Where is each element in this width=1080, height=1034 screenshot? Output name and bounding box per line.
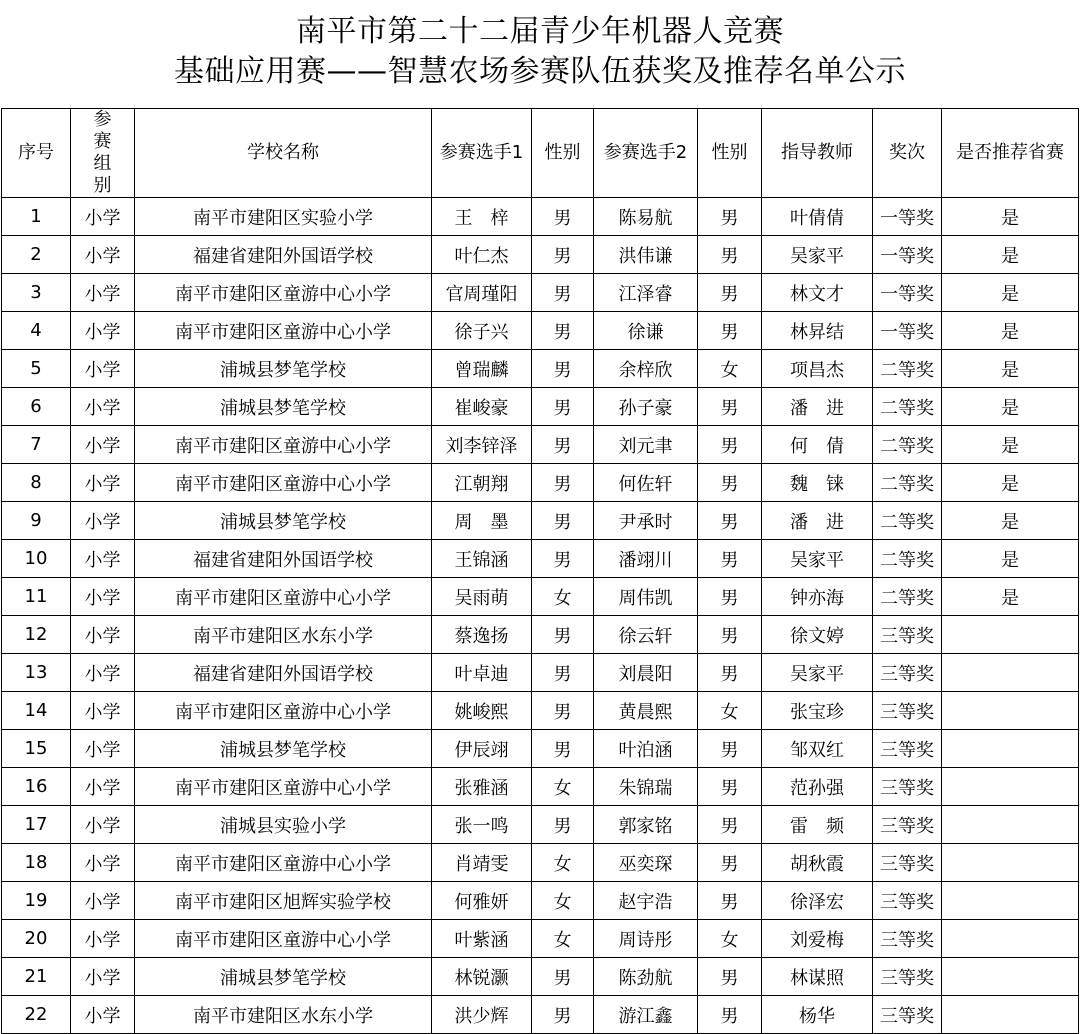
cell-group: 小学 (71, 464, 135, 502)
table-row (2, 768, 1079, 806)
cell-teacher: 吴家平 (762, 236, 873, 274)
cell-index: 17 (2, 806, 71, 844)
cell-gender-1: 男 (532, 236, 594, 274)
cell-group: 小学 (71, 616, 135, 654)
cell-award: 三等奖 (873, 768, 942, 806)
cell-teacher: 林昇结 (762, 312, 873, 350)
cell-player-2: 潘翊川 (594, 540, 698, 578)
cell-gender-1: 男 (532, 996, 594, 1034)
cell-recommend (942, 844, 1079, 882)
cell-gender-2: 男 (698, 654, 762, 692)
cell-player-2: 陈劲航 (594, 958, 698, 996)
cell-index: 19 (2, 882, 71, 920)
cell-teacher: 项昌杰 (762, 350, 873, 388)
table-row (2, 578, 1079, 616)
cell-player-2: 江泽睿 (594, 274, 698, 312)
cell-index: 9 (2, 502, 71, 540)
cell-index: 8 (2, 464, 71, 502)
table-row (2, 844, 1079, 882)
cell-player-2: 刘元聿 (594, 426, 698, 464)
cell-award: 二等奖 (873, 464, 942, 502)
cell-award: 三等奖 (873, 616, 942, 654)
cell-player-2: 陈易航 (594, 198, 698, 236)
cell-teacher: 张宝珍 (762, 692, 873, 730)
cell-group: 小学 (71, 806, 135, 844)
table-row (2, 996, 1079, 1034)
cell-gender-1: 男 (532, 692, 594, 730)
cell-player-2: 洪伟谦 (594, 236, 698, 274)
cell-school: 浦城县梦笔学校 (135, 730, 432, 768)
table-row (2, 388, 1079, 426)
cell-gender-2: 男 (698, 464, 762, 502)
cell-gender-2: 男 (698, 958, 762, 996)
header-player-2: 参赛选手2 (594, 109, 698, 198)
cell-index: 10 (2, 540, 71, 578)
cell-gender-2: 男 (698, 426, 762, 464)
cell-teacher: 林文才 (762, 274, 873, 312)
cell-school: 浦城县梦笔学校 (135, 958, 432, 996)
table-row (2, 274, 1079, 312)
cell-player-1: 张雅涵 (432, 768, 532, 806)
cell-recommend: 是 (942, 236, 1079, 274)
cell-recommend (942, 882, 1079, 920)
cell-award: 二等奖 (873, 502, 942, 540)
cell-recommend: 是 (942, 312, 1079, 350)
cell-teacher: 杨华 (762, 996, 873, 1034)
cell-index: 22 (2, 996, 71, 1034)
cell-gender-2: 男 (698, 882, 762, 920)
cell-gender-1: 女 (532, 768, 594, 806)
cell-recommend (942, 654, 1079, 692)
cell-player-2: 黄晨熙 (594, 692, 698, 730)
table-row (2, 882, 1079, 920)
cell-player-2: 周诗彤 (594, 920, 698, 958)
cell-school: 南平市建阳区童游中心小学 (135, 274, 432, 312)
cell-player-2: 叶泊涵 (594, 730, 698, 768)
cell-recommend (942, 616, 1079, 654)
cell-index: 5 (2, 350, 71, 388)
cell-school: 福建省建阳外国语学校 (135, 540, 432, 578)
header-group: 参赛组别 (71, 109, 135, 198)
cell-player-1: 洪少辉 (432, 996, 532, 1034)
cell-player-2: 巫奕琛 (594, 844, 698, 882)
cell-gender-2: 男 (698, 768, 762, 806)
document-title (0, 0, 1080, 108)
cell-player-1: 林锐灏 (432, 958, 532, 996)
cell-teacher: 雷 频 (762, 806, 873, 844)
cell-teacher: 叶倩倩 (762, 198, 873, 236)
cell-teacher: 潘 进 (762, 502, 873, 540)
cell-school: 福建省建阳外国语学校 (135, 236, 432, 274)
cell-player-1: 叶卓迪 (432, 654, 532, 692)
cell-group: 小学 (71, 958, 135, 996)
table-row (2, 464, 1079, 502)
award-table (1, 108, 1079, 1034)
cell-award: 三等奖 (873, 996, 942, 1034)
table-row (2, 236, 1079, 274)
cell-teacher: 钟亦海 (762, 578, 873, 616)
cell-teacher: 刘爱梅 (762, 920, 873, 958)
cell-teacher: 徐文婷 (762, 616, 873, 654)
cell-recommend (942, 920, 1079, 958)
cell-group: 小学 (71, 920, 135, 958)
cell-recommend: 是 (942, 198, 1079, 236)
cell-gender-1: 女 (532, 882, 594, 920)
cell-player-2: 刘晨阳 (594, 654, 698, 692)
cell-gender-2: 男 (698, 616, 762, 654)
cell-player-1: 徐子兴 (432, 312, 532, 350)
cell-recommend: 是 (942, 426, 1079, 464)
cell-teacher: 胡秋霞 (762, 844, 873, 882)
table-row (2, 502, 1079, 540)
cell-gender-2: 男 (698, 312, 762, 350)
cell-recommend (942, 958, 1079, 996)
cell-group: 小学 (71, 274, 135, 312)
header-row (2, 109, 1079, 198)
cell-group: 小学 (71, 236, 135, 274)
cell-player-2: 孙子豪 (594, 388, 698, 426)
cell-school: 南平市建阳区童游中心小学 (135, 692, 432, 730)
cell-school: 南平市建阳区童游中心小学 (135, 844, 432, 882)
cell-index: 14 (2, 692, 71, 730)
cell-player-2: 尹承时 (594, 502, 698, 540)
cell-player-1: 叶紫涵 (432, 920, 532, 958)
cell-gender-1: 男 (532, 350, 594, 388)
cell-recommend: 是 (942, 350, 1079, 388)
cell-gender-1: 女 (532, 844, 594, 882)
cell-player-2: 徐谦 (594, 312, 698, 350)
table-row (2, 730, 1079, 768)
cell-index: 20 (2, 920, 71, 958)
cell-player-1: 崔峻豪 (432, 388, 532, 426)
cell-award: 二等奖 (873, 540, 942, 578)
cell-group: 小学 (71, 426, 135, 464)
cell-player-2: 游江鑫 (594, 996, 698, 1034)
header-recommend: 是否推荐省赛 (942, 109, 1079, 198)
cell-teacher: 潘 进 (762, 388, 873, 426)
cell-player-1: 周 墨 (432, 502, 532, 540)
cell-gender-2: 男 (698, 502, 762, 540)
cell-index: 11 (2, 578, 71, 616)
cell-index: 13 (2, 654, 71, 692)
table-row (2, 654, 1079, 692)
cell-player-1: 王 梓 (432, 198, 532, 236)
cell-school: 浦城县梦笔学校 (135, 502, 432, 540)
cell-gender-2: 女 (698, 692, 762, 730)
cell-recommend (942, 806, 1079, 844)
cell-index: 2 (2, 236, 71, 274)
cell-player-1: 曾瑞麟 (432, 350, 532, 388)
cell-school: 南平市建阳区童游中心小学 (135, 920, 432, 958)
cell-gender-1: 男 (532, 616, 594, 654)
cell-recommend: 是 (942, 578, 1079, 616)
cell-teacher: 范孙强 (762, 768, 873, 806)
cell-teacher: 邹双红 (762, 730, 873, 768)
cell-group: 小学 (71, 578, 135, 616)
cell-gender-1: 男 (532, 198, 594, 236)
cell-teacher: 吴家平 (762, 654, 873, 692)
cell-index: 12 (2, 616, 71, 654)
cell-school: 南平市建阳区童游中心小学 (135, 768, 432, 806)
cell-player-2: 郭家铭 (594, 806, 698, 844)
cell-recommend: 是 (942, 540, 1079, 578)
cell-gender-1: 女 (532, 920, 594, 958)
cell-player-2: 徐云轩 (594, 616, 698, 654)
cell-group: 小学 (71, 312, 135, 350)
table-row (2, 312, 1079, 350)
cell-gender-2: 男 (698, 730, 762, 768)
cell-group: 小学 (71, 388, 135, 426)
table-row (2, 920, 1079, 958)
cell-group: 小学 (71, 502, 135, 540)
cell-gender-2: 男 (698, 274, 762, 312)
cell-player-1: 叶仁杰 (432, 236, 532, 274)
cell-player-1: 姚峻熙 (432, 692, 532, 730)
cell-award: 二等奖 (873, 578, 942, 616)
cell-gender-1: 男 (532, 654, 594, 692)
cell-gender-2: 男 (698, 236, 762, 274)
cell-player-1: 刘李锌泽 (432, 426, 532, 464)
cell-index: 3 (2, 274, 71, 312)
cell-gender-1: 男 (532, 464, 594, 502)
cell-gender-1: 男 (532, 958, 594, 996)
cell-player-1: 王锦涵 (432, 540, 532, 578)
cell-index: 21 (2, 958, 71, 996)
header-award: 奖次 (873, 109, 942, 198)
cell-index: 4 (2, 312, 71, 350)
cell-recommend (942, 692, 1079, 730)
cell-teacher: 吴家平 (762, 540, 873, 578)
cell-player-1: 官周瑾阳 (432, 274, 532, 312)
cell-award: 三等奖 (873, 882, 942, 920)
cell-recommend (942, 730, 1079, 768)
cell-award: 三等奖 (873, 958, 942, 996)
cell-school: 南平市建阳区童游中心小学 (135, 312, 432, 350)
cell-teacher: 何 倩 (762, 426, 873, 464)
cell-player-1: 张一鸣 (432, 806, 532, 844)
table-row (2, 958, 1079, 996)
cell-gender-1: 男 (532, 806, 594, 844)
cell-award: 一等奖 (873, 198, 942, 236)
cell-group: 小学 (71, 730, 135, 768)
cell-index: 6 (2, 388, 71, 426)
header-gender-2: 性别 (698, 109, 762, 198)
cell-school: 浦城县梦笔学校 (135, 388, 432, 426)
cell-recommend: 是 (942, 388, 1079, 426)
table-row (2, 806, 1079, 844)
cell-award: 一等奖 (873, 312, 942, 350)
cell-gender-2: 男 (698, 198, 762, 236)
cell-group: 小学 (71, 540, 135, 578)
cell-school: 南平市建阳区童游中心小学 (135, 578, 432, 616)
cell-award: 一等奖 (873, 274, 942, 312)
cell-award: 二等奖 (873, 350, 942, 388)
cell-gender-2: 男 (698, 844, 762, 882)
cell-award: 三等奖 (873, 844, 942, 882)
cell-player-2: 朱锦瑞 (594, 768, 698, 806)
cell-player-1: 肖靖雯 (432, 844, 532, 882)
cell-award: 三等奖 (873, 920, 942, 958)
table-row (2, 198, 1079, 236)
cell-gender-1: 男 (532, 388, 594, 426)
cell-recommend: 是 (942, 464, 1079, 502)
table-body (2, 198, 1079, 1034)
cell-player-2: 余梓欣 (594, 350, 698, 388)
table-row (2, 540, 1079, 578)
cell-gender-1: 男 (532, 540, 594, 578)
cell-index: 7 (2, 426, 71, 464)
cell-gender-2: 女 (698, 920, 762, 958)
cell-gender-1: 女 (532, 578, 594, 616)
header-index: 序号 (2, 109, 71, 198)
cell-gender-2: 男 (698, 388, 762, 426)
cell-school: 福建省建阳外国语学校 (135, 654, 432, 692)
cell-player-1: 何雅妍 (432, 882, 532, 920)
cell-player-1: 吴雨萌 (432, 578, 532, 616)
cell-gender-2: 男 (698, 578, 762, 616)
cell-gender-1: 男 (532, 730, 594, 768)
cell-group: 小学 (71, 844, 135, 882)
cell-school: 南平市建阳区童游中心小学 (135, 426, 432, 464)
cell-gender-1: 男 (532, 312, 594, 350)
cell-gender-1: 男 (532, 274, 594, 312)
cell-award: 二等奖 (873, 388, 942, 426)
header-school: 学校名称 (135, 109, 432, 198)
cell-gender-1: 男 (532, 426, 594, 464)
header-teacher: 指导教师 (762, 109, 873, 198)
cell-group: 小学 (71, 768, 135, 806)
cell-award: 一等奖 (873, 236, 942, 274)
cell-school: 南平市建阳区水东小学 (135, 616, 432, 654)
table-row (2, 692, 1079, 730)
header-gender-1: 性别 (532, 109, 594, 198)
cell-school: 南平市建阳区实验小学 (135, 198, 432, 236)
cell-award: 三等奖 (873, 654, 942, 692)
cell-school: 南平市建阳区童游中心小学 (135, 464, 432, 502)
cell-gender-2: 男 (698, 806, 762, 844)
cell-recommend (942, 768, 1079, 806)
cell-player-2: 周伟凯 (594, 578, 698, 616)
cell-teacher: 林谋照 (762, 958, 873, 996)
table-row (2, 426, 1079, 464)
title-line-1: 南平市第二十二届青少年机器人竞赛 (296, 14, 784, 49)
cell-gender-2: 男 (698, 540, 762, 578)
cell-recommend: 是 (942, 502, 1079, 540)
cell-player-2: 赵宇浩 (594, 882, 698, 920)
cell-group: 小学 (71, 882, 135, 920)
cell-award: 三等奖 (873, 730, 942, 768)
cell-teacher: 徐泽宏 (762, 882, 873, 920)
cell-player-2: 何佐轩 (594, 464, 698, 502)
cell-index: 16 (2, 768, 71, 806)
cell-player-1: 江朝翔 (432, 464, 532, 502)
title-line-2: 基础应用赛——智慧农场参赛队伍获奖及推荐名单公示 (174, 54, 906, 89)
table-row (2, 350, 1079, 388)
cell-school: 浦城县梦笔学校 (135, 350, 432, 388)
cell-index: 1 (2, 198, 71, 236)
cell-group: 小学 (71, 350, 135, 388)
cell-award: 三等奖 (873, 806, 942, 844)
cell-index: 15 (2, 730, 71, 768)
cell-teacher: 魏 铼 (762, 464, 873, 502)
table-row (2, 616, 1079, 654)
cell-player-1: 蔡逸扬 (432, 616, 532, 654)
cell-award: 三等奖 (873, 692, 942, 730)
cell-gender-2: 男 (698, 996, 762, 1034)
cell-school: 南平市建阳区水东小学 (135, 996, 432, 1034)
cell-award: 二等奖 (873, 426, 942, 464)
cell-group: 小学 (71, 692, 135, 730)
cell-player-1: 伊辰翊 (432, 730, 532, 768)
cell-recommend (942, 996, 1079, 1034)
header-player-1: 参赛选手1 (432, 109, 532, 198)
cell-group: 小学 (71, 996, 135, 1034)
cell-group: 小学 (71, 198, 135, 236)
cell-group: 小学 (71, 654, 135, 692)
cell-school: 南平市建阳区旭辉实验学校 (135, 882, 432, 920)
cell-gender-1: 男 (532, 502, 594, 540)
cell-school: 浦城县实验小学 (135, 806, 432, 844)
cell-recommend: 是 (942, 274, 1079, 312)
cell-gender-2: 女 (698, 350, 762, 388)
cell-index: 18 (2, 844, 71, 882)
